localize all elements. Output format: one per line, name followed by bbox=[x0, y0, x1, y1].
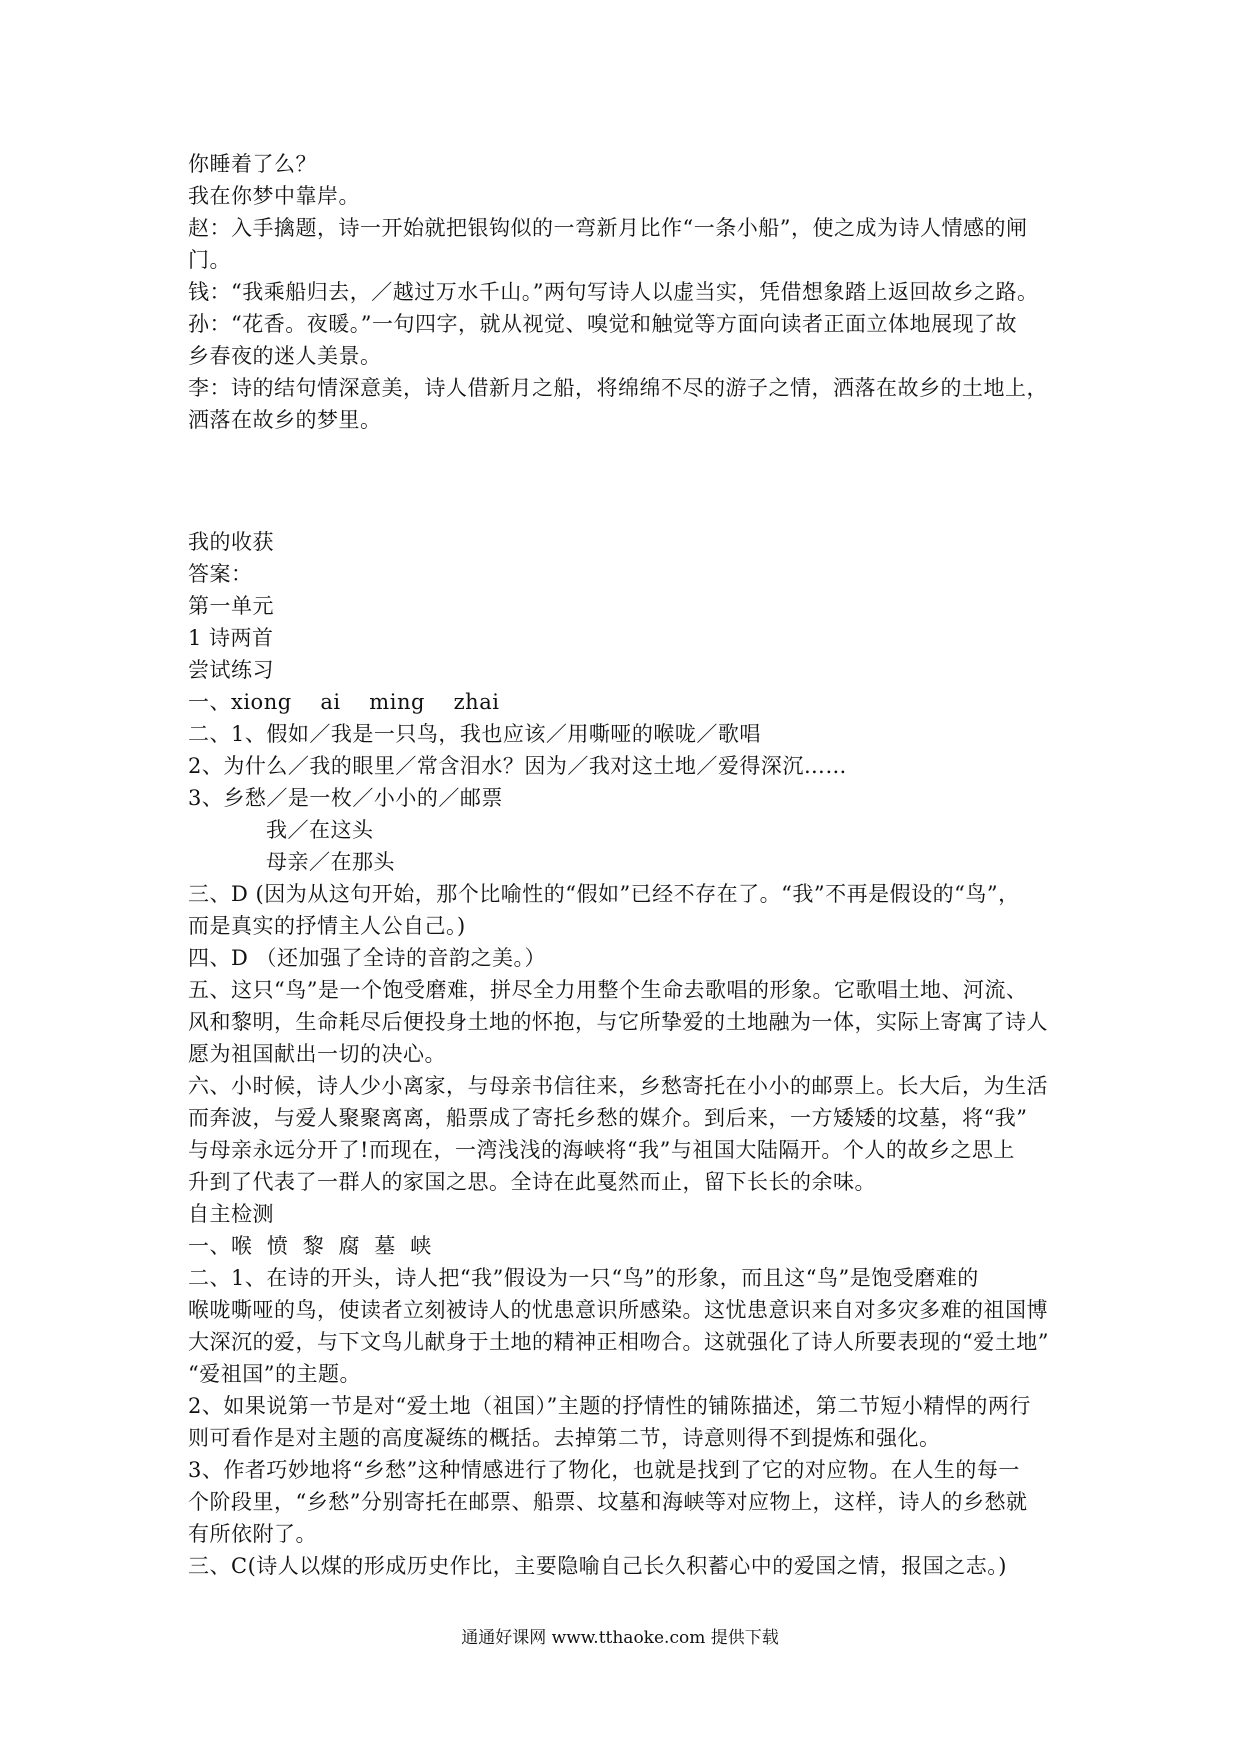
text-line: 风和黎明，生命耗尽后便投身土地的怀抱，与它所挚爱的土地融为一体，实际上寄寓了诗人 bbox=[188, 1010, 1048, 1034]
text-line: 大深沉的爱，与下文鸟儿献身于土地的精神正相吻合。这就强化了诗人所要表现的“爱土地” bbox=[188, 1330, 1049, 1354]
indented-line: 我／在这头 bbox=[266, 818, 374, 842]
page-footer: 通通好课网 www.tthaoke.com 提供下载 bbox=[461, 1628, 779, 1648]
text-line: 3、乡愁／是一枚／小小的／邮票 bbox=[188, 786, 503, 810]
section-gap bbox=[188, 436, 1058, 526]
text-line: 与母亲永远分开了!而现在，一湾浅浅的海峡将“我”与祖国大陆隔开。个人的故乡之思上 bbox=[188, 1138, 1015, 1162]
document-body bbox=[188, 148, 1058, 1582]
text-line: 二、1、在诗的开头，诗人把“我”假设为一只“鸟”的形象，而且这“鸟”是饱受磨难的 bbox=[188, 1266, 979, 1290]
text-line: 一、喉 愤 黎 腐 墓 峡 bbox=[188, 1234, 432, 1258]
text-line: 喉咙嘶哑的鸟，使读者立刻被诗人的忧患意识所感染。这忧患意识来自对多灾多难的祖国博 bbox=[188, 1298, 1048, 1322]
section-heading: 第一单元 bbox=[188, 594, 274, 618]
text-line: 四、D （还加强了全诗的音韵之美。） bbox=[188, 946, 547, 970]
text-line: 五、这只“鸟”是一个饱受磨难，拼尽全力用整个生命去歌唱的形象。它歌唱土地、河流、 bbox=[188, 978, 1028, 1002]
text-line: 升到了代表了一群人的家国之思。全诗在此戛然而止，留下长长的余味。 bbox=[188, 1170, 876, 1194]
text-line: 一、xiong ai ming zhai bbox=[188, 690, 500, 714]
section-heading: 自主检测 bbox=[188, 1202, 274, 1226]
text-line: 洒落在故乡的梦里。 bbox=[188, 408, 382, 432]
text-line: 三、D (因为从这句开始，那个比喻性的“假如”已经不存在了。“我”不再是假设的“鸟”， bbox=[188, 882, 1020, 906]
text-line: 三、C(诗人以煤的形成历史作比，主要隐喻自己长久积蓄心中的爱国之情，报国之志。) bbox=[188, 1554, 1007, 1578]
text-line: 二、1、假如／我是一只鸟，我也应该／用嘶哑的喉咙／歌唱 bbox=[188, 722, 761, 746]
text-line: 个阶段里，“乡愁”分别寄托在邮票、船票、坟墓和海峡等对应物上，这样，诗人的乡愁就 bbox=[188, 1490, 1028, 1514]
text-line: 则可看作是对主题的高度凝练的概括。去掉第二节，诗意则得不到提炼和强化。 bbox=[188, 1426, 941, 1450]
text-line: 2、为什么／我的眼里／常含泪水？因为／我对这土地／爱得深沉…… bbox=[188, 754, 847, 778]
text-line: 3、作者巧妙地将“乡愁”这种情感进行了物化，也就是找到了它的对应物。在人生的每一 bbox=[188, 1458, 1020, 1482]
text-line: 门。 bbox=[188, 248, 231, 272]
text-line: 而奔波，与爱人聚聚离离，船票成了寄托乡愁的媒介。到后来，一方矮矮的坟墓，将“我” bbox=[188, 1106, 1028, 1130]
text-line: 我在你梦中靠岸。 bbox=[188, 184, 360, 208]
text-line: 李：诗的结句情深意美，诗人借新月之船，将绵绵不尽的游子之情，洒落在故乡的土地上， bbox=[188, 376, 1048, 400]
section-heading: 答案： bbox=[188, 562, 253, 586]
indented-line: 母亲／在那头 bbox=[266, 850, 395, 874]
text-line: 赵：入手擒题，诗一开始就把银钩似的一弯新月比作“一条小船”，使之成为诗人情感的闸 bbox=[188, 216, 1028, 240]
section-heading: 尝试练习 bbox=[188, 658, 274, 682]
text-line: 你睡着了么？ bbox=[188, 152, 317, 176]
text-line: “爱祖国”的主题。 bbox=[188, 1362, 361, 1386]
main-section bbox=[188, 526, 1058, 878]
text-line: 孙：“花香。夜暖。”一句四字，就从视觉、嗅觉和触觉等方面向读者正面立体地展现了故 bbox=[188, 312, 1017, 336]
text-line: 钱：“我乘船归去，／越过万水千山。”两句写诗人以虚当实，凭借想象踏上返回故乡之路。 bbox=[188, 280, 1039, 304]
text-line: 而是真实的抒情主人公自己。) bbox=[188, 914, 466, 938]
rest-section bbox=[188, 878, 1058, 1582]
section-heading: 我的收获 bbox=[188, 530, 274, 554]
top-section bbox=[188, 148, 1058, 436]
text-line: 有所依附了。 bbox=[188, 1522, 317, 1546]
section-heading: 1 诗两首 bbox=[188, 626, 274, 650]
text-line: 六、小时候，诗人少小离家，与母亲书信往来，乡愁寄托在小小的邮票上。长大后，为生活 bbox=[188, 1074, 1048, 1098]
text-line: 2、如果说第一节是对“爱土地（祖国）”主题的抒情性的铺陈描述，第二节短小精悍的两行 bbox=[188, 1394, 1031, 1418]
text-line: 乡春夜的迷人美景。 bbox=[188, 344, 382, 368]
text-line: 愿为祖国献出一切的决心。 bbox=[188, 1042, 446, 1066]
